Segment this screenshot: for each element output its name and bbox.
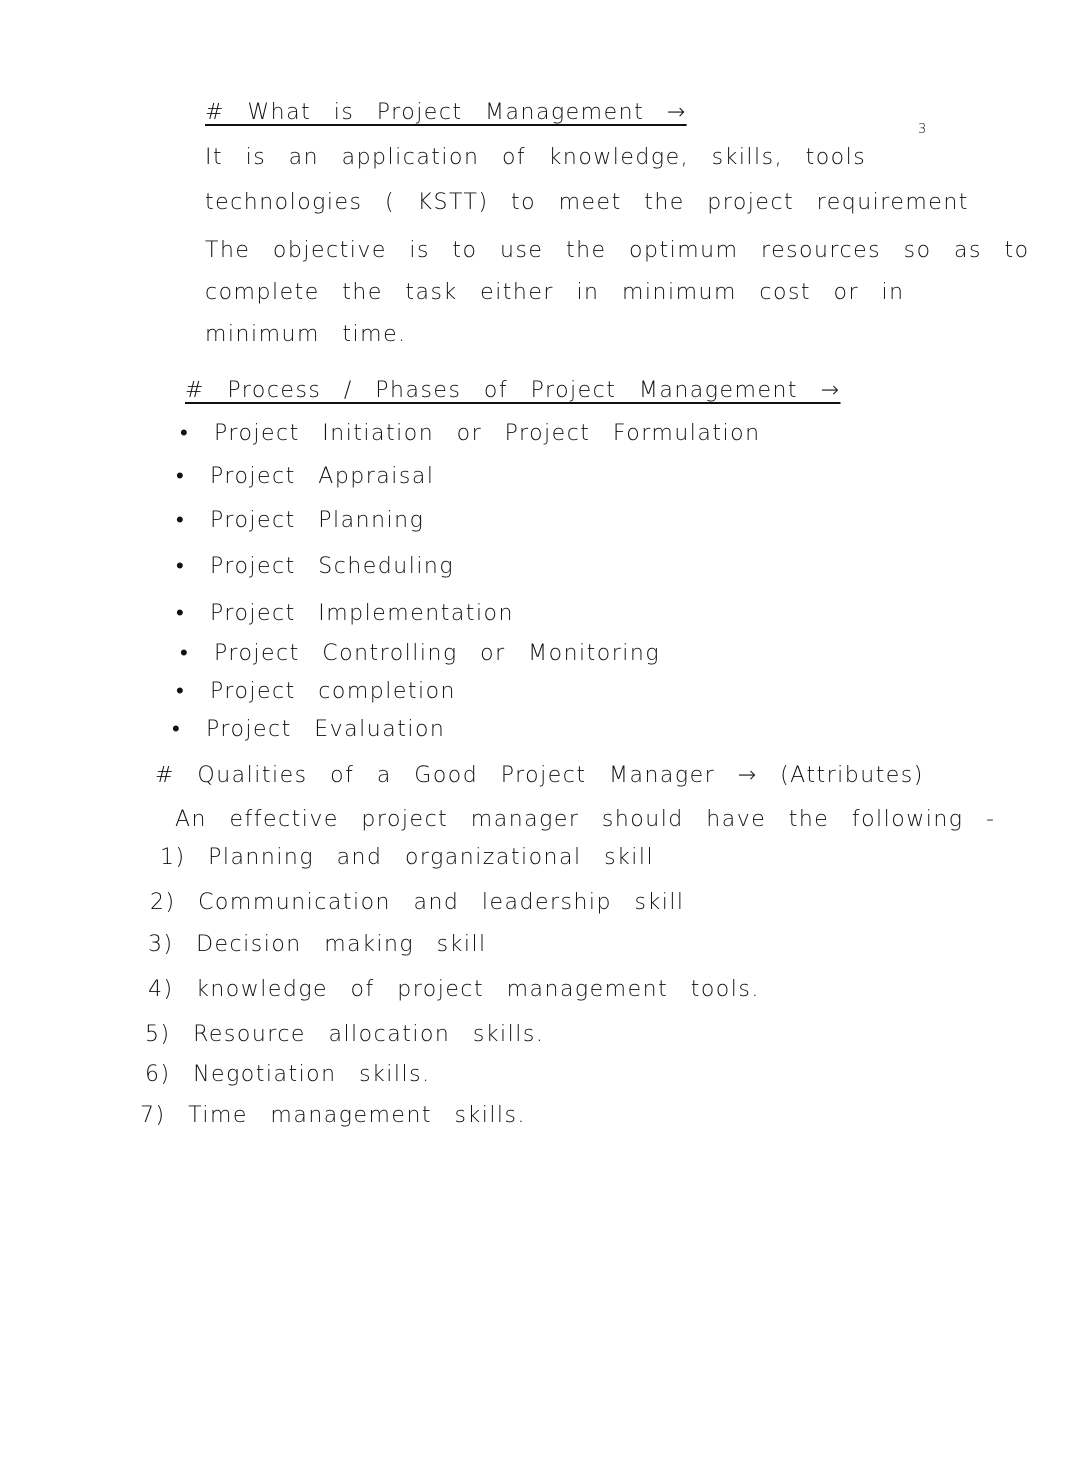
list-item: 7) Time management skills. xyxy=(140,1103,527,1128)
list-item: 6) Negotiation skills. xyxy=(145,1062,431,1087)
list-item: • Project Scheduling xyxy=(176,554,455,579)
list-item: 2) Communication and leadership skill xyxy=(150,890,685,915)
paragraph-line: minimum time. xyxy=(205,322,407,347)
paragraph-line: technologies ( KSTT) to meet the project requirement xyxy=(205,190,969,215)
list-item: • Project completion xyxy=(176,679,457,704)
bullet-icon: • xyxy=(176,679,186,704)
bullet-icon: • xyxy=(180,421,190,446)
list-item: • Project Controlling or Monitoring xyxy=(180,641,661,666)
bullet-icon: • xyxy=(176,508,186,533)
paragraph-line: It is an application of knowledge, skills, tools xyxy=(205,145,867,170)
bullet-icon: • xyxy=(176,464,186,489)
list-item: 4) knowledge of project management tools. xyxy=(148,977,760,1002)
list-item: • Project Evaluation xyxy=(172,717,446,742)
paragraph-line: The objective is to use the optimum resources so as to xyxy=(205,238,1030,263)
bullet-icon: • xyxy=(176,601,186,626)
bullet-icon: • xyxy=(180,641,190,666)
section-heading-what-is-pm: # What is Project Management → xyxy=(205,100,687,125)
list-item: • Project Planning xyxy=(176,508,425,533)
bullet-icon: • xyxy=(176,554,186,579)
paragraph-line: An effective project manager should have the following - xyxy=(175,807,996,832)
list-item: 1) Planning and organizational skill xyxy=(160,845,655,870)
page-number: 3 xyxy=(918,122,927,137)
list-item: • Project Implementation xyxy=(176,601,514,626)
section-heading-qualities: # Qualities of a Good Project Manager → (Attributes) xyxy=(155,763,924,788)
list-item: • Project Appraisal xyxy=(176,464,435,489)
section-heading-phases: # Process / Phases of Project Management → xyxy=(185,378,841,403)
list-item: • Project Initiation or Project Formulation xyxy=(180,421,761,446)
list-item: 5) Resource allocation skills. xyxy=(145,1022,545,1047)
list-item: 3) Decision making skill xyxy=(148,932,487,957)
paragraph-line: complete the task either in minimum cost or in xyxy=(205,280,905,305)
bullet-icon: • xyxy=(172,717,182,742)
